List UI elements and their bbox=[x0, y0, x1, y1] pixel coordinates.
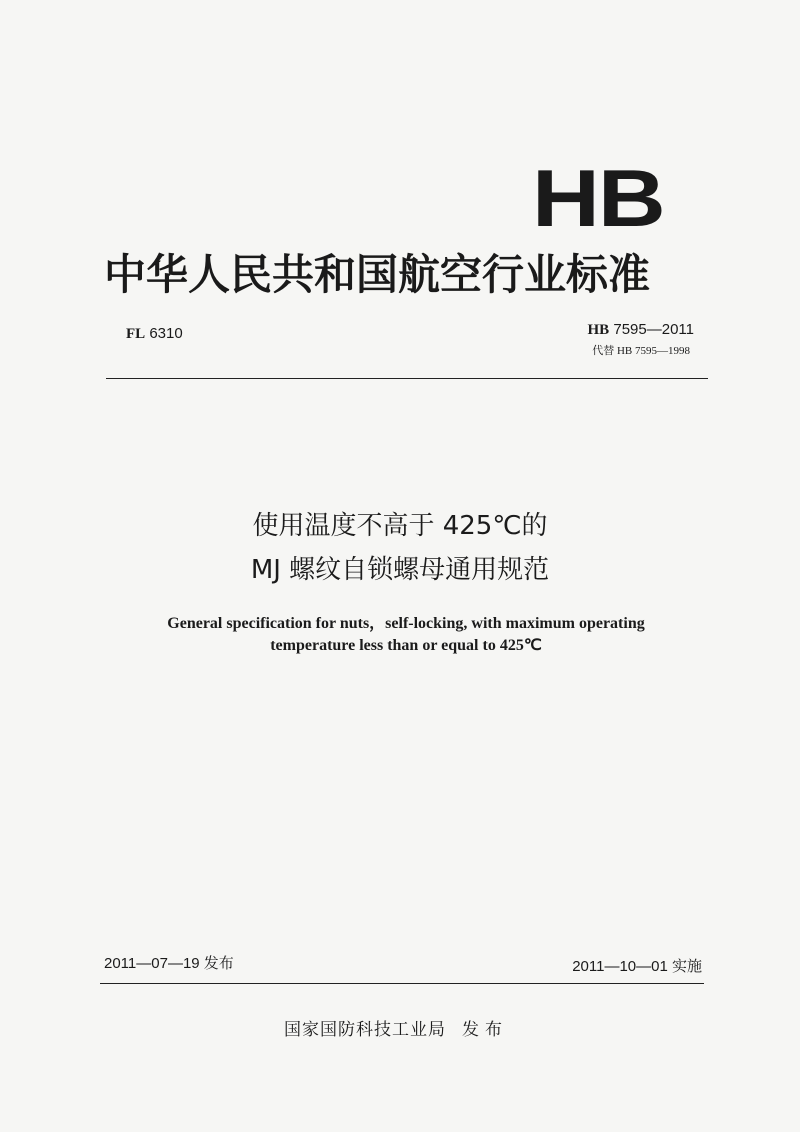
footer-divider bbox=[100, 983, 704, 984]
english-title-line-1: General specification for nuts，self-locking, with maximum operating bbox=[167, 615, 645, 632]
hb-logo: HB bbox=[532, 152, 664, 244]
chinese-title-line-1: 使用温度不高于 425℃的 bbox=[252, 511, 548, 541]
publisher bbox=[284, 1015, 508, 1040]
standard-prefix: HB bbox=[587, 322, 610, 338]
industry-standard-title: 中华人民共和国航空行业标准 bbox=[104, 250, 651, 299]
classification-number: 6310 bbox=[149, 325, 183, 342]
header-divider bbox=[106, 378, 708, 379]
replaces-standard: 代替 HB 7595—1998 bbox=[592, 345, 690, 357]
standard-number-value: 7595—2011 bbox=[613, 321, 694, 338]
effective-date: 2011—10—01 实施 bbox=[572, 958, 702, 975]
publish-label: 发布 bbox=[462, 1020, 508, 1040]
english-title-line-2: temperature less than or equal to 425℃ bbox=[270, 637, 542, 654]
issue-date: 2011—07—19 发布 bbox=[104, 955, 234, 972]
chinese-title-line-2: MJ 螺纹自锁螺母通用规范 bbox=[250, 555, 550, 585]
classification-prefix: FL bbox=[126, 326, 146, 342]
publisher-name: 国家国防科技工业局 bbox=[284, 1020, 446, 1040]
standard-number bbox=[588, 321, 694, 339]
classification-code bbox=[126, 325, 183, 343]
